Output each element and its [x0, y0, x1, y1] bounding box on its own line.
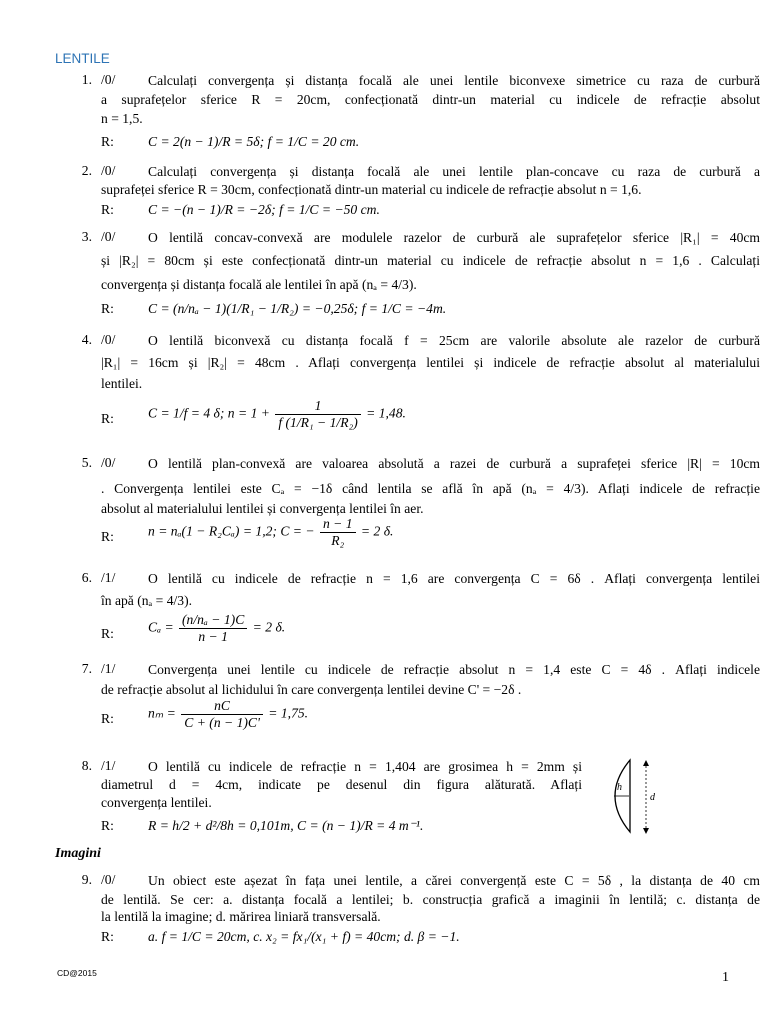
answer-formula: [148, 612, 285, 645]
problem-text-line: de lentilă. Se cer: a. distanța focală a lentilei; b. construcția grafică a imaginii în lentilă; c. distanța de: [101, 892, 760, 907]
answer-formula: [148, 516, 393, 549]
problem-text-line: în apă (nₐ = 4/3).: [101, 593, 193, 608]
answer-formula: [148, 398, 406, 431]
answer-formula: C = 2(n − 1)/R = 5δ; f = 1/C = 20 cm.: [148, 134, 360, 149]
section-title: LENTILE: [55, 51, 110, 66]
page-number: 1: [722, 970, 729, 985]
problem-tag: /1/: [101, 570, 116, 585]
fraction: [320, 516, 356, 549]
fraction-numerator: (n/nₐ − 1)C: [179, 612, 247, 629]
problem-text-line: O lentilă plan-convexă are valoarea absolută a razei de curbură a suprafeței sferice |R| = 10cm: [148, 456, 760, 471]
problem-number: 8.: [81, 758, 92, 773]
problem-tag: /0/: [101, 72, 116, 87]
answer-label: R:: [101, 626, 114, 641]
answer-part: = 1,75.: [268, 705, 309, 721]
problem-tag: /0/: [101, 872, 116, 887]
d-label: d: [650, 792, 655, 803]
answer-part: = 1,48.: [366, 405, 406, 421]
problem-text-line: Un obiect este așezat în fața unei lentile, a cărei convergență este C = 5δ , la distanța de 40 cm: [148, 873, 760, 888]
problem-text-line: O lentilă biconvexă cu distanța focală f = 25cm are valorile absolute ale razelor de curbură: [148, 333, 760, 348]
problem-text-line: și |R₂| = 80cm și este confecționată dintr-un material cu indicele de refracție absolut n = 1,6 . Calculați: [101, 253, 760, 268]
lens-figure: [600, 752, 662, 842]
answer-part: Cₐ =: [148, 619, 174, 635]
problem-text-line: la lentilă la imagine; d. mărirea liniară transversală.: [101, 909, 381, 924]
problem-text-line: convergența și distanța focală ale lentilei în apă (nₐ = 4/3).: [101, 277, 417, 292]
answer-label: R:: [101, 301, 114, 316]
problem-text-line: lentilei.: [101, 376, 143, 391]
problem-number: 2.: [81, 163, 92, 178]
answer-label: R:: [101, 529, 114, 544]
problem-text-line: Convergența unei lentile cu indicele de refracție absolut n = 1,4 este C = 4δ . Aflați indicele: [148, 662, 760, 677]
arrow-up-icon: [643, 760, 649, 766]
problem-text-line: diametrul d = 4cm, indicate pe desenul din figura alăturată. Aflați: [101, 777, 582, 792]
problem-text-line: O lentilă cu indicele de refracție n = 1,404 are grosimea h = 2mm și: [148, 759, 582, 774]
problem-text-line: Calculați convergența și distanța focală ale unei lentile biconvexe simetrice cu raza de curbură: [148, 73, 760, 88]
answer-label: R:: [101, 411, 114, 426]
answer-part: nₘ =: [148, 705, 176, 721]
problem-number: 1.: [81, 72, 92, 87]
answer-part: C = 1/f = 4 δ; n = 1 +: [148, 405, 270, 421]
fraction-numerator: n − 1: [320, 516, 356, 533]
fraction: [275, 398, 360, 431]
problem-number: 7.: [81, 661, 92, 676]
problem-number: 3.: [81, 229, 92, 244]
problem-text-line: O lentilă cu indicele de refracție n = 1,6 are convergența C = 6δ . Aflați convergența lentilei: [148, 571, 760, 586]
problem-text-line: absolut al materialului lentilei și convergența lentilei în aer.: [101, 501, 424, 516]
problem-tag: /0/: [101, 455, 116, 470]
fraction-denominator: R₂: [331, 533, 345, 548]
answer-formula: a. f = 1/C = 20cm, c. x₂ = fx₁/(x₁ + f) = 40cm; d. β = −1.: [148, 929, 460, 944]
problem-text-line: . Convergența lentilei este Cₐ = −1δ când lentila se află în apă (nₐ = 4/3). Aflați indicele de refracție: [101, 481, 760, 496]
problem-tag: /0/: [101, 229, 116, 244]
problem-number: 4.: [81, 332, 92, 347]
answer-label: R:: [101, 202, 114, 217]
problem-tag: /1/: [101, 758, 116, 773]
answer-label: R:: [101, 711, 114, 726]
answer-formula: C = (n/nₐ − 1)(1/R₁ − 1/R₂) = −0,25δ; f = 1/C = −4m.: [148, 301, 447, 316]
problem-text-line: Calculați convergența și distanța focală ale unei lentile plan-concave cu raza de curbură a: [148, 164, 760, 179]
problem-text-line: convergența lentilei.: [101, 795, 212, 810]
problem-text-line: a suprafețelor sferice R = 20cm, confecționată dintr-un material cu indicele de refracție absolut: [101, 92, 760, 107]
problem-text-line: suprafeței sferice R = 30cm, confecționată dintr-un material cu indicele de refracție absolut n = 1,6.: [101, 182, 642, 197]
subsection-title: Imagini: [55, 846, 101, 861]
answer-part: n = nₐ(1 − R₂Cₐ) = 1,2; C = −: [148, 523, 315, 539]
fraction: [181, 698, 263, 731]
h-label: h: [617, 782, 622, 793]
answer-part: = 2 δ.: [360, 523, 394, 539]
problem-tag: /0/: [101, 163, 116, 178]
answer-part: = 2 δ.: [252, 619, 286, 635]
problem-text-line: n = 1,5.: [101, 111, 143, 126]
answer-label: R:: [101, 134, 114, 149]
problem-text-line: |R₁| = 16cm și |R₂| = 48cm . Aflați convergența lentilei și indicele de refracție absolut al materialului: [101, 355, 760, 370]
fraction-numerator: 1: [275, 398, 360, 415]
problem-text-line: O lentilă concav-convexă are modulele razelor de curbură ale suprafețelor sferice |R₁| = 40cm: [148, 230, 760, 245]
fraction: [179, 612, 247, 645]
problem-number: 9.: [81, 872, 92, 887]
answer-formula: C = −(n − 1)/R = −2δ; f = 1/C = −50 cm.: [148, 202, 380, 217]
problem-text-line: de refracție absolut al lichidului în care convergența lentilei devine C' = −2δ .: [101, 682, 522, 697]
problem-number: 5.: [81, 455, 92, 470]
problem-number: 6.: [81, 570, 92, 585]
footer-copyright: CD@2015: [57, 968, 97, 978]
problem-tag: /0/: [101, 332, 116, 347]
fraction-denominator: C + (n − 1)C': [184, 715, 260, 730]
problem-tag: /1/: [101, 661, 116, 676]
answer-formula: [148, 698, 308, 731]
fraction-numerator: nC: [181, 698, 263, 715]
arrow-down-icon: [643, 828, 649, 834]
answer-label: R:: [101, 818, 114, 833]
fraction-denominator: n − 1: [198, 629, 228, 644]
answer-formula: R = h/2 + d²/8h = 0,101m, C = (n − 1)/R = 4 m⁻¹.: [148, 818, 424, 833]
answer-label: R:: [101, 929, 114, 944]
fraction-denominator: f (1/R₁ − 1/R₂): [278, 415, 358, 430]
